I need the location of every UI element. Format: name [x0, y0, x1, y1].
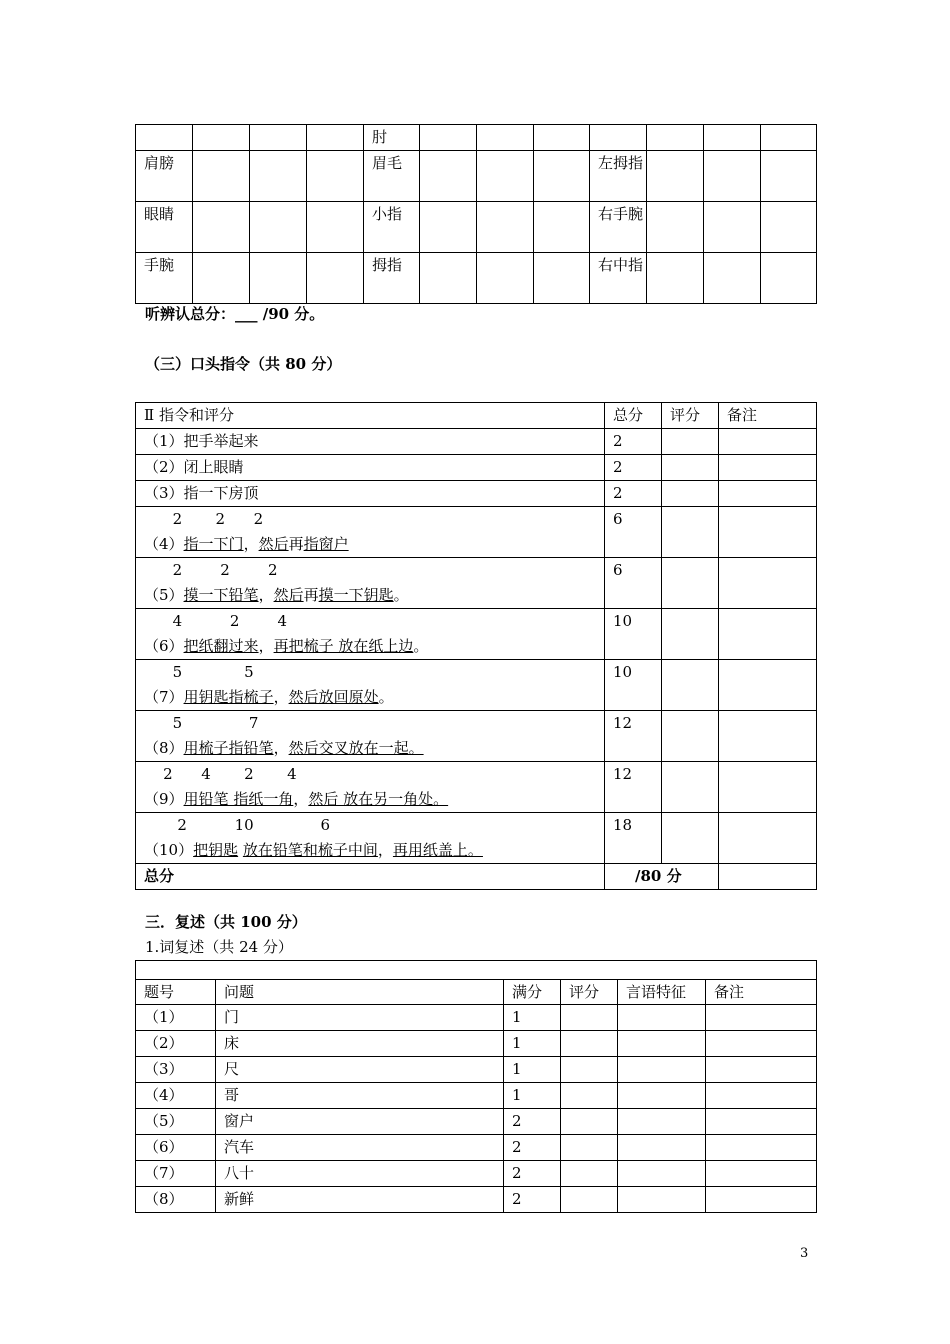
oral-instruction-row — [136, 609, 817, 660]
oral-instruction-row — [136, 481, 817, 507]
word-speech-features — [618, 1161, 706, 1187]
oral-header-total: 总分 — [605, 403, 662, 429]
oral-instruction-row — [136, 455, 817, 481]
instruction-connector: 。 — [393, 586, 409, 604]
body-part-cell — [477, 151, 534, 202]
instruction-step: 指窗户 — [303, 535, 349, 553]
word-question: 门 — [216, 1005, 504, 1031]
body-part-row — [136, 151, 817, 202]
instruction-text — [144, 532, 604, 556]
body-part-cell — [647, 202, 704, 253]
body-part-cell — [307, 202, 364, 253]
instruction-text — [144, 736, 604, 760]
word-question: 八十 — [216, 1161, 504, 1187]
body-part-cell — [307, 125, 364, 151]
oral-footer-row — [136, 864, 817, 890]
instruction-cell — [136, 609, 605, 660]
instruction-connector: 再 — [288, 535, 304, 553]
oral-header-notes: 备注 — [719, 403, 817, 429]
body-part-cell — [761, 125, 817, 151]
instruction-step: 然后 放在另一角处。 — [308, 790, 449, 808]
body-part-cell — [193, 202, 250, 253]
body-part-cell — [590, 125, 647, 151]
step-scores: 2 2 2 — [144, 510, 264, 528]
instruction-number: （6） — [144, 637, 184, 655]
instruction-total: 10 — [605, 609, 662, 660]
instruction-text: （2）闭上眼睛 — [136, 455, 605, 481]
word-full-score: 2 — [504, 1109, 561, 1135]
instruction-notes — [719, 660, 817, 711]
body-part-cell — [704, 125, 761, 151]
step-scores: 2 10 6 — [144, 816, 330, 834]
word-question: 新鲜 — [216, 1187, 504, 1213]
word-number: （3） — [136, 1057, 216, 1083]
word-notes — [706, 1005, 817, 1031]
word-row — [136, 1031, 817, 1057]
body-part-cell — [136, 125, 193, 151]
word-score — [561, 1187, 618, 1213]
instruction-step: 指一下门 — [183, 535, 244, 553]
instruction-step: 用梳子指铅笔 — [183, 739, 274, 757]
instruction-total: 2 — [605, 455, 662, 481]
word-table-blank-row — [136, 961, 817, 980]
instruction-total: 6 — [605, 558, 662, 609]
instruction-notes — [719, 711, 817, 762]
word-full-score: 2 — [504, 1135, 561, 1161]
body-part-cell: 眉毛 — [364, 151, 420, 202]
body-part-cell: 手腕 — [136, 253, 193, 304]
body-part-cell — [761, 151, 817, 202]
instruction-score — [662, 481, 719, 507]
body-part-cell: 拇指 — [364, 253, 420, 304]
body-part-cell — [250, 125, 307, 151]
word-row — [136, 1057, 817, 1083]
instruction-notes — [719, 558, 817, 609]
instruction-number: （7） — [144, 688, 184, 706]
section-oral-title: （三）口头指令（共 80 分） — [145, 355, 342, 373]
section-repeat-title: 三．复述（共 100 分） — [145, 913, 307, 931]
oral-instruction-row — [136, 660, 817, 711]
instruction-total: 2 — [605, 429, 662, 455]
instruction-step: 然后交叉放在一起。 — [288, 739, 424, 757]
word-speech-features — [618, 1135, 706, 1161]
word-score — [561, 1005, 618, 1031]
body-part-cell — [193, 253, 250, 304]
instruction-notes — [719, 455, 817, 481]
instruction-total: 12 — [605, 762, 662, 813]
word-speech-features — [618, 1031, 706, 1057]
word-header-question: 问题 — [216, 980, 504, 1005]
body-part-cell — [477, 253, 534, 304]
instruction-cell — [136, 711, 605, 762]
word-notes — [706, 1161, 817, 1187]
word-question: 汽车 — [216, 1135, 504, 1161]
word-header-notes: 备注 — [706, 980, 817, 1005]
instruction-score — [662, 609, 719, 660]
body-part-cell — [647, 125, 704, 151]
word-score — [561, 1135, 618, 1161]
word-number: （7） — [136, 1161, 216, 1187]
oral-header-score: 评分 — [662, 403, 719, 429]
instruction-score — [662, 711, 719, 762]
instruction-text — [144, 583, 604, 607]
body-part-cell: 右中指 — [590, 253, 647, 304]
instruction-connector: ， — [273, 739, 289, 757]
instruction-text — [144, 838, 604, 862]
instruction-cell — [136, 507, 605, 558]
oral-instruction-row — [136, 507, 817, 558]
instruction-number: （4） — [144, 535, 184, 553]
instruction-number: （5） — [144, 586, 184, 604]
word-repeat-subtitle: 1.词复述（共 24 分） — [145, 938, 293, 956]
body-part-cell — [420, 151, 477, 202]
oral-instruction-row — [136, 429, 817, 455]
instruction-number: （9） — [144, 790, 184, 808]
instruction-step: 再用纸盖上。 — [392, 841, 483, 859]
step-scores: 2 2 2 — [144, 561, 278, 579]
body-part-cell — [193, 125, 250, 151]
instruction-connector: ， — [258, 586, 274, 604]
instruction-score — [662, 429, 719, 455]
instruction-step: 再把梳子 放在纸上边 — [273, 637, 414, 655]
word-row — [136, 1161, 817, 1187]
body-part-cell: 肩膀 — [136, 151, 193, 202]
word-header-score: 评分 — [561, 980, 618, 1005]
word-header-full-score: 满分 — [504, 980, 561, 1005]
instruction-total: 2 — [605, 481, 662, 507]
instruction-total: 6 — [605, 507, 662, 558]
instruction-connector: 。 — [413, 637, 429, 655]
instruction-notes — [719, 609, 817, 660]
body-part-cell: 肘 — [364, 125, 420, 151]
word-header-speech-features: 言语特征 — [618, 980, 706, 1005]
body-part-cell — [647, 253, 704, 304]
instruction-connector: ， — [273, 688, 289, 706]
oral-footer-label: 总分 — [136, 864, 605, 890]
instruction-score — [662, 507, 719, 558]
instruction-notes — [719, 762, 817, 813]
oral-instruction-row — [136, 813, 817, 864]
word-row — [136, 1083, 817, 1109]
word-notes — [706, 1083, 817, 1109]
instruction-step: 用铅笔 指纸一角 — [183, 790, 294, 808]
word-full-score: 1 — [504, 1031, 561, 1057]
step-scores: 5 5 — [144, 663, 254, 681]
oral-header-row — [136, 403, 817, 429]
body-part-cell — [250, 202, 307, 253]
body-part-cell — [534, 125, 590, 151]
body-part-cell: 左拇指 — [590, 151, 647, 202]
body-part-cell — [534, 151, 590, 202]
body-part-cell — [477, 125, 534, 151]
word-full-score: 2 — [504, 1187, 561, 1213]
listen-total: 听辨认总分：___ /90 分。 — [145, 305, 325, 323]
body-part-cell — [534, 253, 590, 304]
instruction-step: 放在铅笔和梳子中间 — [242, 841, 378, 859]
oral-instruction-table — [135, 402, 817, 890]
body-part-cell: 右手腕 — [590, 202, 647, 253]
body-part-cell — [761, 202, 817, 253]
word-speech-features — [618, 1057, 706, 1083]
word-row — [136, 1135, 817, 1161]
instruction-step: 摸一下铅笔 — [183, 586, 259, 604]
body-part-cell — [250, 151, 307, 202]
body-part-cell — [420, 202, 477, 253]
word-table-blank-cell — [136, 961, 817, 980]
word-score — [561, 1161, 618, 1187]
instruction-score — [662, 762, 719, 813]
oral-footer-notes — [719, 864, 817, 890]
oral-header-instruction: Ⅱ 指令和评分 — [136, 403, 605, 429]
body-part-cell: 小指 — [364, 202, 420, 253]
instruction-connector: ， — [258, 637, 274, 655]
word-notes — [706, 1109, 817, 1135]
body-part-cell — [193, 151, 250, 202]
instruction-total: 12 — [605, 711, 662, 762]
instruction-cell — [136, 660, 605, 711]
instruction-step: 摸一下钥匙 — [318, 586, 394, 604]
oral-instruction-row — [136, 711, 817, 762]
instruction-step: 然后 — [258, 535, 289, 553]
instruction-cell — [136, 762, 605, 813]
step-scores: 2 4 2 4 — [144, 765, 297, 783]
word-notes — [706, 1187, 817, 1213]
body-part-cell — [307, 151, 364, 202]
word-question: 尺 — [216, 1057, 504, 1083]
instruction-notes — [719, 481, 817, 507]
word-score — [561, 1031, 618, 1057]
word-full-score: 1 — [504, 1005, 561, 1031]
word-speech-features — [618, 1083, 706, 1109]
word-speech-features — [618, 1109, 706, 1135]
body-part-rows — [136, 125, 817, 304]
instruction-connector: ， — [243, 535, 259, 553]
word-notes — [706, 1057, 817, 1083]
instruction-score — [662, 455, 719, 481]
word-notes — [706, 1031, 817, 1057]
word-row — [136, 1109, 817, 1135]
oral-instruction-row — [136, 762, 817, 813]
word-full-score: 2 — [504, 1161, 561, 1187]
body-part-cell — [250, 253, 307, 304]
word-number: （4） — [136, 1083, 216, 1109]
instruction-connector: ， — [293, 790, 309, 808]
instruction-step: 然后放回原处 — [288, 688, 379, 706]
word-row — [136, 1187, 817, 1213]
instruction-score — [662, 660, 719, 711]
word-score — [561, 1109, 618, 1135]
word-speech-features — [618, 1005, 706, 1031]
instruction-score — [662, 558, 719, 609]
word-notes — [706, 1135, 817, 1161]
step-scores: 5 7 — [144, 714, 259, 732]
word-full-score: 1 — [504, 1083, 561, 1109]
word-header-row — [136, 980, 817, 1005]
body-part-cell — [307, 253, 364, 304]
word-row — [136, 1005, 817, 1031]
word-full-score: 1 — [504, 1057, 561, 1083]
step-scores: 4 2 4 — [144, 612, 288, 630]
instruction-text — [144, 634, 604, 658]
word-question: 床 — [216, 1031, 504, 1057]
body-part-cell: 眼睛 — [136, 202, 193, 253]
body-part-cell — [761, 253, 817, 304]
instruction-connector: 再 — [303, 586, 319, 604]
instruction-number: （10） — [144, 841, 194, 859]
body-part-cell — [420, 253, 477, 304]
body-part-table — [135, 124, 817, 304]
instruction-total: 10 — [605, 660, 662, 711]
instruction-step: 用钥匙指梳子 — [183, 688, 274, 706]
word-number: （8） — [136, 1187, 216, 1213]
instruction-text — [144, 685, 604, 709]
word-number: （5） — [136, 1109, 216, 1135]
word-score — [561, 1057, 618, 1083]
instruction-notes — [719, 507, 817, 558]
word-repeat-table — [135, 960, 817, 1213]
body-part-cell — [477, 202, 534, 253]
oral-simple-rows — [136, 429, 817, 507]
body-part-row — [136, 125, 817, 151]
word-question: 窗户 — [216, 1109, 504, 1135]
instruction-number: （8） — [144, 739, 184, 757]
instruction-notes — [719, 429, 817, 455]
body-part-row — [136, 253, 817, 304]
instruction-text — [144, 787, 604, 811]
instruction-text: （3）指一下房顶 — [136, 481, 605, 507]
page-number: 3 — [800, 1246, 809, 1261]
instruction-total: 18 — [605, 813, 662, 864]
word-speech-features — [618, 1187, 706, 1213]
body-part-cell — [704, 253, 761, 304]
instruction-connector: ， — [377, 841, 393, 859]
word-number: （1） — [136, 1005, 216, 1031]
instruction-cell — [136, 813, 605, 864]
body-part-cell — [534, 202, 590, 253]
instruction-cell — [136, 558, 605, 609]
instruction-step: 然后 — [273, 586, 304, 604]
instruction-step: 把纸翻过来 — [183, 637, 259, 655]
body-part-cell — [647, 151, 704, 202]
instruction-text: （1）把手举起来 — [136, 429, 605, 455]
word-question: 哥 — [216, 1083, 504, 1109]
word-score — [561, 1083, 618, 1109]
body-part-cell — [420, 125, 477, 151]
body-part-cell — [704, 151, 761, 202]
oral-instruction-row — [136, 558, 817, 609]
oral-complex-rows — [136, 507, 817, 864]
body-part-row — [136, 202, 817, 253]
word-number: （2） — [136, 1031, 216, 1057]
word-rows — [136, 1005, 817, 1213]
instruction-notes — [719, 813, 817, 864]
instruction-step: 把钥匙 — [193, 841, 239, 859]
word-header-number: 题号 — [136, 980, 216, 1005]
instruction-connector: 。 — [378, 688, 394, 706]
instruction-score — [662, 813, 719, 864]
body-part-cell — [704, 202, 761, 253]
word-number: （6） — [136, 1135, 216, 1161]
oral-footer-value: /80 分 — [605, 864, 719, 890]
